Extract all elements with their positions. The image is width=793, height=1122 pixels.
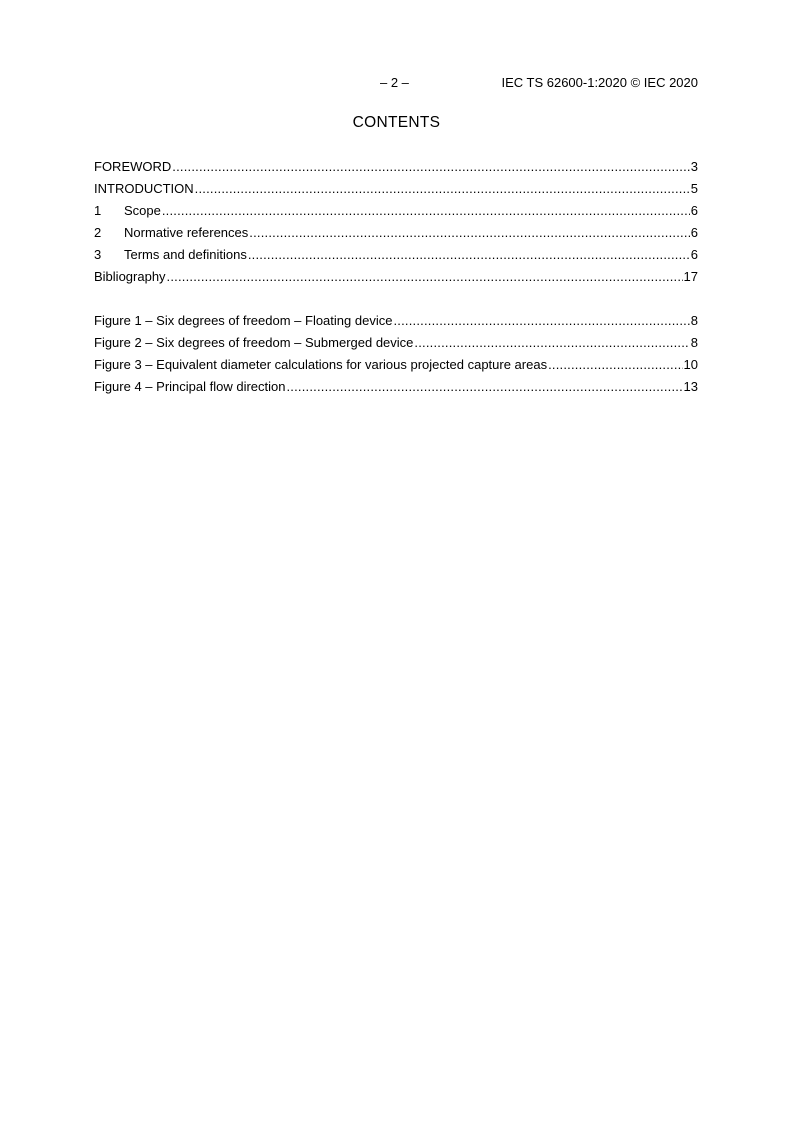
figure-entry-1[interactable] bbox=[94, 312, 698, 334]
document-id: IEC TS 62600-1:2020 © IEC 2020 bbox=[501, 75, 698, 90]
toc-entry-number: 3 bbox=[94, 247, 102, 262]
toc-entry-introduction[interactable] bbox=[94, 180, 698, 202]
list-of-figures bbox=[94, 312, 698, 400]
toc-entry-page: 6 bbox=[690, 247, 698, 262]
figure-entry-label: Figure 1 – Six degrees of freedom – Floating device bbox=[94, 313, 393, 328]
toc-dot-leader bbox=[172, 158, 689, 176]
toc-entry-page: 3 bbox=[690, 159, 698, 174]
toc-entry-label: Terms and definitions bbox=[124, 247, 247, 262]
page-title: CONTENTS bbox=[352, 114, 441, 131]
figure-entry-page: 8 bbox=[690, 335, 698, 350]
figure-entry-label: Figure 2 – Six degrees of freedom – Submerged device bbox=[94, 335, 414, 350]
toc-dot-leader bbox=[248, 246, 690, 264]
toc-dot-leader bbox=[414, 334, 689, 352]
toc-entry-label: Normative references bbox=[124, 225, 249, 240]
toc-entry-number: 1 bbox=[94, 203, 102, 218]
toc-entry-label: Scope bbox=[124, 203, 161, 218]
toc-entry-bibliography[interactable] bbox=[94, 268, 698, 290]
toc-dot-leader bbox=[548, 356, 682, 374]
toc-dot-leader bbox=[249, 224, 689, 242]
figure-entry-label: Figure 4 – Principal flow direction bbox=[94, 379, 286, 394]
toc-entry-foreword[interactable] bbox=[94, 158, 698, 180]
page-header bbox=[94, 75, 698, 93]
toc-dot-leader bbox=[393, 312, 689, 330]
page-number: – 2 – bbox=[380, 75, 409, 90]
toc-entry-label: Bibliography bbox=[94, 269, 166, 284]
toc-dot-leader bbox=[162, 202, 690, 220]
toc-entry-normative-references[interactable] bbox=[94, 224, 698, 246]
figure-entry-3[interactable] bbox=[94, 356, 698, 378]
toc-entry-label: INTRODUCTION bbox=[94, 181, 194, 196]
toc-entry-page: 5 bbox=[690, 181, 698, 196]
toc-entry-scope[interactable] bbox=[94, 202, 698, 224]
toc-entry-number: 2 bbox=[94, 225, 102, 240]
toc-entry-label: FOREWORD bbox=[94, 159, 172, 174]
table-of-contents bbox=[94, 158, 698, 290]
toc-entry-page: 17 bbox=[683, 269, 698, 284]
toc-dot-leader bbox=[167, 268, 683, 286]
toc-entry-page: 6 bbox=[690, 225, 698, 240]
figure-entry-page: 8 bbox=[690, 313, 698, 328]
toc-dot-leader bbox=[195, 180, 690, 198]
figure-entry-label: Figure 3 – Equivalent diameter calculations for various projected capture areas bbox=[94, 357, 548, 372]
toc-entry-page: 6 bbox=[690, 203, 698, 218]
figure-entry-2[interactable] bbox=[94, 334, 698, 356]
toc-dot-leader bbox=[286, 378, 682, 396]
toc-entry-terms-and-definitions[interactable] bbox=[94, 246, 698, 268]
figure-entry-page: 13 bbox=[683, 379, 698, 394]
figure-entry-page: 10 bbox=[683, 357, 698, 372]
figure-entry-4[interactable] bbox=[94, 378, 698, 400]
